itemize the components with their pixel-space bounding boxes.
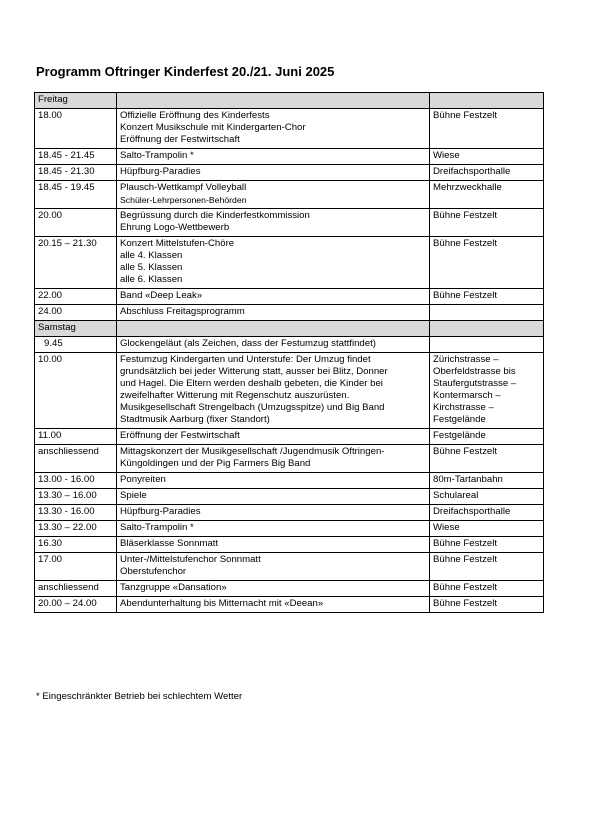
- time-cell: [35, 181, 117, 209]
- description-line: Plausch-Wettkampf Volleyball: [120, 182, 247, 193]
- location-cell: [430, 109, 544, 149]
- table-row: [35, 429, 544, 445]
- description-line: Band «Deep Leak»: [120, 290, 203, 301]
- description-cell: [117, 445, 430, 473]
- day-header-empty: [117, 321, 430, 337]
- description-cell: [117, 305, 430, 321]
- location-cell: [430, 181, 544, 209]
- location-line: Schulareal: [433, 490, 479, 501]
- location-line: Dreifachsporthalle: [433, 166, 511, 177]
- table-row: [35, 537, 544, 553]
- location-line: Mehrzweckhalle: [433, 182, 502, 193]
- table-row: [35, 597, 544, 613]
- description-cell: [117, 109, 430, 149]
- location-line: Wiese: [433, 522, 460, 533]
- time-text: 13.30 – 16.00: [38, 490, 97, 501]
- location-line: Bühne Festzelt: [433, 538, 497, 549]
- time-text: 16.30: [38, 538, 63, 549]
- table-row: [35, 521, 544, 537]
- location-cell: [430, 209, 544, 237]
- description-line: Hüpfburg-Paradies: [120, 506, 201, 517]
- day-header-empty: [117, 93, 430, 109]
- time-text: 13.00 - 16.00: [38, 474, 95, 485]
- table-row: [35, 337, 544, 353]
- day-header-empty: [430, 321, 544, 337]
- table-row: [35, 505, 544, 521]
- description-line: grundsätzlich bei jeder Witterung statt, ausser bei Blitz, Donner: [120, 366, 388, 377]
- location-cell: [430, 489, 544, 505]
- description-line: Ehrung Logo-Wettbewerb: [120, 222, 230, 233]
- description-cell: [117, 537, 430, 553]
- location-cell: [430, 165, 544, 181]
- description-line: und Hagel. Die Eltern werden deshalb gebeten, die Kinder bei: [120, 378, 383, 389]
- table-row: [35, 149, 544, 165]
- description-cell: [117, 209, 430, 237]
- location-line: Bühne Festzelt: [433, 446, 497, 457]
- description-line: zweifelhafter Witterung mit Regenschutz auszurüsten.: [120, 390, 350, 401]
- time-text: 20.00: [38, 210, 63, 221]
- time-cell: [35, 553, 117, 581]
- time-text: anschliessend: [38, 446, 99, 457]
- description-cell: [117, 337, 430, 353]
- table-row: [35, 181, 544, 209]
- location-line: Dreifachsporthalle: [433, 506, 511, 517]
- table-row: [35, 209, 544, 237]
- description-line: Abschluss Freitagsprogramm: [120, 306, 245, 317]
- location-line: Kontermarsch –: [433, 390, 501, 401]
- description-cell: [117, 289, 430, 305]
- table-row: [35, 289, 544, 305]
- location-line: Kirchstrasse –: [433, 402, 494, 413]
- description-cell: [117, 581, 430, 597]
- time-text: 20.15 – 21.30: [38, 238, 97, 249]
- time-text: 18.45 - 21.30: [38, 166, 95, 177]
- time-cell: [35, 165, 117, 181]
- description-cell: [117, 237, 430, 289]
- location-cell: [430, 581, 544, 597]
- day-label: Freitag: [35, 93, 117, 109]
- location-cell: [430, 237, 544, 289]
- time-text: 18.00: [38, 110, 63, 121]
- location-line: Wiese: [433, 150, 460, 161]
- description-cell: [117, 429, 430, 445]
- location-cell: [430, 149, 544, 165]
- description-line: Spiele: [120, 490, 147, 501]
- location-line: Zürichstrasse –: [433, 354, 499, 365]
- description-line: Begrüssung durch die Kinderfestkommission: [120, 210, 310, 221]
- description-cell: [117, 473, 430, 489]
- program-table: [34, 92, 544, 613]
- time-text: 20.00 – 24.00: [38, 598, 97, 609]
- location-cell: [430, 473, 544, 489]
- time-text: 18.45 - 19.45: [38, 182, 95, 193]
- time-cell: [35, 597, 117, 613]
- footnote: * Eingeschränkter Betrieb bei schlechtem Wetter: [36, 691, 243, 702]
- location-line: Staufergutstrasse –: [433, 378, 517, 389]
- description-line: Oberstufenchor: [120, 566, 187, 577]
- day-label: Samstag: [35, 321, 117, 337]
- location-line: Bühne Festzelt: [433, 290, 497, 301]
- description-subline: Schüler-Lehrpersonen-Behörden: [120, 195, 247, 205]
- location-line: Oberfeldstrasse bis: [433, 366, 516, 377]
- description-line: Festumzug Kindergarten und Unterstufe: Der Umzug findet: [120, 354, 371, 365]
- time-cell: [35, 489, 117, 505]
- table-row: [35, 165, 544, 181]
- location-cell: [430, 505, 544, 521]
- description-line: Offizielle Eröffnung des Kinderfests: [120, 110, 270, 121]
- description-line: alle 4. Klassen: [120, 250, 183, 261]
- time-cell: [35, 473, 117, 489]
- time-text: 22.00: [38, 290, 63, 301]
- description-line: Konzert Mittelstufen-Chöre: [120, 238, 235, 249]
- description-cell: [117, 489, 430, 505]
- location-line: Festgelände: [433, 430, 486, 441]
- description-line: Musikgesellschaft Strengelbach (Umzugsspitze) und Big Band: [120, 402, 385, 413]
- location-line: Bühne Festzelt: [433, 238, 497, 249]
- location-cell: [430, 553, 544, 581]
- location-cell: [430, 289, 544, 305]
- description-line: Bläserklasse Sonnmatt: [120, 538, 219, 549]
- description-line: alle 5. Klassen: [120, 262, 183, 273]
- time-text: 11.00: [38, 430, 62, 441]
- description-cell: [117, 553, 430, 581]
- time-text: 17.00: [38, 554, 63, 565]
- location-cell: [430, 537, 544, 553]
- location-cell: [430, 305, 544, 321]
- table-row: [35, 305, 544, 321]
- description-line: Abendunterhaltung bis Mitternacht mit «Deean»: [120, 598, 324, 609]
- description-line: Salto-Trampolin *: [120, 522, 194, 533]
- location-line: Bühne Festzelt: [433, 582, 497, 593]
- location-cell: [430, 337, 544, 353]
- time-cell: [35, 209, 117, 237]
- description-line: Hüpfburg-Paradies: [120, 166, 201, 177]
- description-cell: [117, 181, 430, 209]
- time-text: anschliessend: [38, 582, 99, 593]
- page-title: Programm Oftringer Kinderfest 20./21. Juni 2025: [36, 64, 335, 79]
- table-row: [35, 353, 544, 429]
- description-line: Küngoldingen und der Pig Farmers Big Band: [120, 458, 311, 469]
- table-row: [35, 237, 544, 289]
- description-line: Konzert Musikschule mit Kindergarten-Chor: [120, 122, 306, 133]
- time-cell: [35, 445, 117, 473]
- description-cell: [117, 597, 430, 613]
- time-cell: [35, 149, 117, 165]
- day-header-empty: [430, 93, 544, 109]
- time-cell: [35, 521, 117, 537]
- time-cell: [35, 109, 117, 149]
- location-cell: [430, 429, 544, 445]
- location-cell: [430, 597, 544, 613]
- description-cell: [117, 505, 430, 521]
- location-cell: [430, 353, 544, 429]
- description-line: Ponyreiten: [120, 474, 166, 485]
- table-row: [35, 473, 544, 489]
- time-cell: [35, 353, 117, 429]
- time-text: 13.30 – 22.00: [38, 522, 97, 533]
- table-row: [35, 489, 544, 505]
- description-line: Stadtmusik Aarburg (fixer Standort): [120, 414, 270, 425]
- location-cell: [430, 521, 544, 537]
- time-text: 10.00: [38, 354, 63, 365]
- table-row: [35, 553, 544, 581]
- day-header-row: [35, 93, 544, 109]
- description-line: alle 6. Klassen: [120, 274, 183, 285]
- description-cell: [117, 353, 430, 429]
- location-line: 80m-Tartanbahn: [433, 474, 503, 485]
- location-line: Bühne Festzelt: [433, 554, 497, 565]
- location-line: Bühne Festzelt: [433, 210, 497, 221]
- description-line: Glockengeläut (als Zeichen, dass der Festumzug stattfindet): [120, 338, 376, 349]
- description-line: Tanzgruppe «Dansation»: [120, 582, 227, 593]
- time-text: 24.00: [38, 306, 63, 317]
- time-text: 18.45 - 21.45: [38, 150, 95, 161]
- time-cell: [35, 337, 117, 353]
- location-line: Bühne Festzelt: [433, 110, 497, 121]
- time-cell: [35, 505, 117, 521]
- time-cell: [35, 305, 117, 321]
- time-text: 9.45: [44, 338, 63, 349]
- description-line: Unter-/Mittelstufenchor Sonnmatt: [120, 554, 261, 565]
- description-line: Eröffnung der Festwirtschaft: [120, 134, 240, 145]
- table-row: [35, 109, 544, 149]
- time-cell: [35, 429, 117, 445]
- time-cell: [35, 581, 117, 597]
- table-row: [35, 581, 544, 597]
- description-line: Eröffnung der Festwirtschaft: [120, 430, 240, 441]
- day-header-row: [35, 321, 544, 337]
- description-cell: [117, 149, 430, 165]
- location-line: Bühne Festzelt: [433, 598, 497, 609]
- table-row: [35, 445, 544, 473]
- time-cell: [35, 237, 117, 289]
- description-line: Mittagskonzert der Musikgesellschaft /Jugendmusik Oftringen-: [120, 446, 385, 457]
- time-cell: [35, 537, 117, 553]
- location-cell: [430, 445, 544, 473]
- description-cell: [117, 165, 430, 181]
- time-cell: [35, 289, 117, 305]
- time-text: 13.30 - 16.00: [38, 506, 95, 517]
- description-cell: [117, 521, 430, 537]
- description-line: Salto-Trampolin *: [120, 150, 194, 161]
- location-line: Festgelände: [433, 414, 486, 425]
